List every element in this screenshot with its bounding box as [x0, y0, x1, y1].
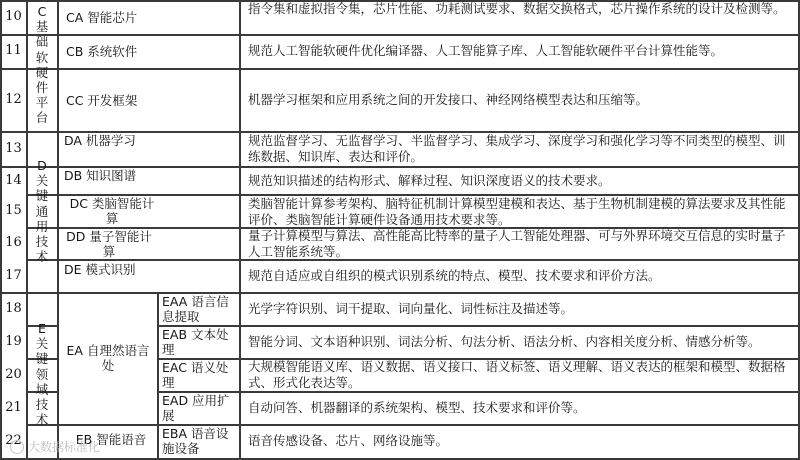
watermark-text: 大数据标准化: [28, 440, 101, 454]
group-CB: CB 系统软件: [66, 44, 138, 59]
row-description: 自动问答、机器翻译的系统架构、模型、技术要求和评价等。: [248, 400, 586, 415]
category-E: E关键领域技术: [35, 321, 49, 428]
group-CA: CA 智能芯片: [66, 10, 138, 25]
subgroup-EAA: EAA 语言信息提取: [162, 294, 229, 324]
subgroup-EAD: EAD 应用扩展: [162, 393, 230, 423]
row-number: 11: [5, 43, 22, 58]
table-rule: [57, 0, 59, 460]
row-description: 光学字符识别、词干提取、词向量化、词性标注及描述等。: [248, 301, 574, 316]
group-EB: EB 智能语音: [75, 432, 147, 447]
row-number: 21: [5, 400, 22, 415]
table-rule: [157, 292, 159, 460]
row-description: 规范自适应或自组织的模式识别系统的特点、模型、技术要求和评价方法。: [248, 268, 661, 283]
subgroup-EBA: EBA 语音设施设备: [162, 426, 229, 456]
row-description: 指令集和虚拟指令集，芯片性能、功耗测试要求、数据交换格式，芯片操作系统的设计及检测等。: [248, 1, 786, 16]
subgroup-EAB: EAB 文本处理: [162, 327, 229, 357]
group-CC: CC 开发框架: [66, 93, 138, 108]
row-number: 12: [5, 92, 22, 107]
row-number: 15: [5, 203, 22, 218]
row-description: 规范知识描述的结构形式、解释过程、知识深度语义的技术要求。: [248, 173, 611, 188]
table-rule: [26, 0, 28, 460]
row-number: 14: [5, 173, 22, 188]
row-description: 机器学习框架和应用系统之间的开发接口、神经网络模型表达和压缩等。: [248, 92, 649, 107]
row-description: 类脑智能计算参考架构、脑特征机制计算模型建模和表达、基于生物机制建模的算法要求及其性能评价、类脑智能计算硬件设备通用技术要求等。: [248, 196, 786, 227]
watermark-logo-icon: [10, 440, 24, 454]
row-description: 智能分词、文本语种识别、词法分析、句法分析、语法分析、内容相关度分析、情感分析等。: [248, 334, 761, 349]
row-number: 10: [5, 9, 22, 24]
group-DE: DE 模式识别: [64, 262, 136, 277]
table-rule: [798, 0, 800, 460]
row-description: 语音传感设备、芯片、网络设施等。: [248, 433, 449, 448]
group-DC: DC 类脑智能计算: [69, 196, 155, 226]
group-DB: DB 知识图谱: [64, 168, 137, 183]
table-rule: [0, 458, 800, 460]
table-rule: [26, 424, 800, 426]
row-description: 大规模智能语义库、语义数据、语义接口、语义标签、语义理解、语义表达的框架和模型、数据格式、形式化表达等。: [248, 359, 786, 390]
table-rule: [0, 0, 2, 460]
table-rule: [0, 34, 800, 36]
row-description: 量子计算模型与算法、高性能高比特率的量子人工智能处理器、可与外界环境交互信息的实时量子人工智能系统等。: [248, 228, 786, 259]
row-number: 19: [5, 334, 22, 349]
category-D: D关键通用技术: [35, 158, 49, 265]
group-DA: DA 机器学习: [64, 133, 136, 148]
row-number: 18: [5, 301, 22, 316]
row-description: 规范监督学习、无监督学习、半监督学习、集成学习、深度学习和强化学习等不同类型的模型、训练数据、知识库、表达和评价。: [248, 133, 786, 164]
row-number: 20: [5, 367, 22, 382]
table-rule: [239, 0, 241, 460]
table-rule: [157, 391, 800, 393]
row-description: 规范人工智能软硬件优化编译器、人工智能算子库、人工智能软硬件平台计算性能等。: [248, 43, 724, 58]
group-EA: EA 自理然语言处: [66, 343, 150, 373]
row-number: 22: [5, 433, 22, 448]
table-rule: [0, 68, 800, 70]
row-number: 16: [5, 235, 22, 250]
table-rule: [0, 292, 800, 294]
subgroup-EAC: EAC 语义处理: [162, 360, 229, 390]
table-rule: [157, 325, 800, 327]
row-number: 13: [5, 141, 22, 156]
group-DD: DD 量子智能计算: [66, 229, 152, 259]
watermark: [10, 438, 100, 455]
category-C: C基础软硬件平台: [35, 4, 49, 126]
row-number: 17: [5, 268, 22, 283]
